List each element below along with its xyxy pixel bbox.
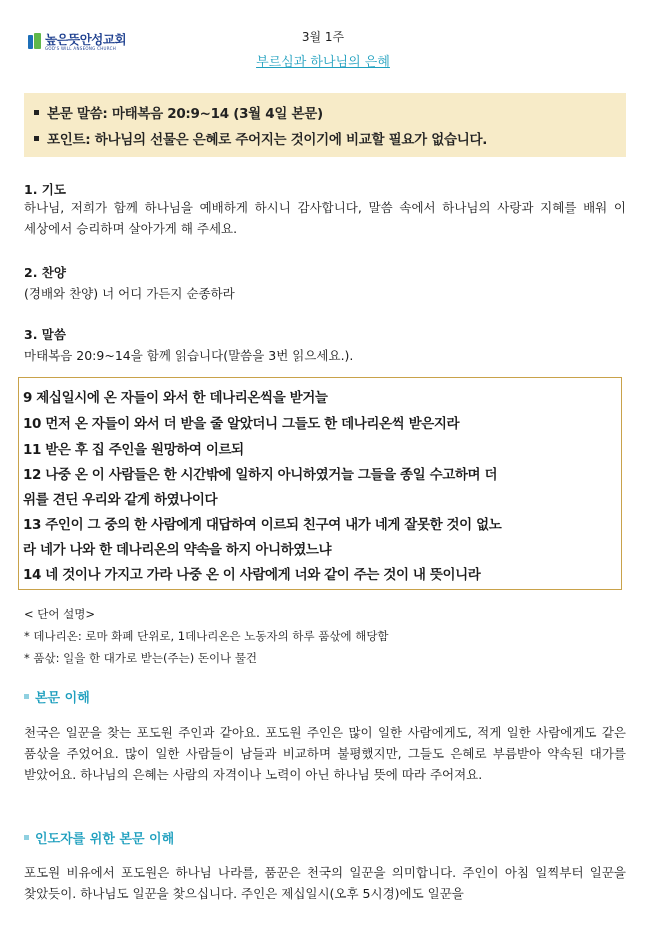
page-title: 부르심과 하나님의 은혜 <box>256 55 390 70</box>
week-label: 3월 1주 <box>301 30 345 44</box>
glossary-heading: < 단어 설명> <box>24 607 96 621</box>
logo-subtitle: GOD'S WILL ANSEONG CHURCH <box>45 46 117 51</box>
leader-body: 포도원 비유에서 포도원은 하나님 나라를, 품꾼은 천국의 일꾼을 의미합니다. 주인이 아침 일찍부터 일꾼을 찾았듯이. 하나님도 일꾼을 찾으십니다. 주인은 제십일시(오후 5시경)에도 일꾼을 <box>24 865 626 901</box>
scripture-line: 12 나중 온 이 사람들은 한 시간밖에 일하지 아니하였거늘 그들을 종일 수고하며 더 <box>23 467 498 483</box>
praise-heading: 2. 찬양 <box>24 265 66 280</box>
scripture-line: 9 제십일시에 온 자들이 와서 한 데나리온씩을 받거늘 <box>23 390 328 406</box>
bullet-icon <box>34 136 39 141</box>
scripture-line: 위를 견딘 우리와 같게 하였나이다 <box>23 492 218 508</box>
understanding-body: 천국은 일꾼을 찾는 포도원 주인과 같아요. 포도원 주인은 많이 일한 사람에게도, 적게 일한 사람에게도 같은 품삯을 주었어요. 많이 일한 사람들이 남들과 비교하며 불평했지만, 그들도 은혜로 부름받아 약속된 대가를 받았어요. 하나님의 은혜는 사람의 자격이나 노력이 아닌 하나님 뜻에 따라 주어져요. <box>24 725 626 782</box>
summary-point: 포인트: 하나님의 선물은 은혜로 주어지는 것이기에 비교할 필요가 없습니다. <box>34 128 487 148</box>
prayer-body: 하나님, 저희가 함께 하나님을 예배하게 하시니 감사합니다, 말씀 속에서 하나님의 사랑과 지혜를 배워 이 세상에서 승리하며 살아가게 해 주세요. <box>24 200 626 236</box>
prayer-heading: 1. 기도 <box>24 182 66 197</box>
summary-box <box>24 93 626 157</box>
square-bullet-icon <box>24 694 29 699</box>
scripture-line: 14 네 것이나 가지고 가라 나중 온 이 사람에게 너와 같이 주는 것이 내 뜻이니라 <box>23 567 481 583</box>
scripture-line: 10 먼저 온 자들이 와서 더 받을 줄 알았더니 그들도 한 데나리온씩 받은지라 <box>23 416 460 432</box>
understanding-heading: 본문 이해 <box>24 687 90 706</box>
logo-name: 높은뜻안성교회 <box>45 32 127 47</box>
word-body: 마태복음 20:9~14을 함께 읽습니다(말씀을 3번 읽으세요.). <box>24 348 354 363</box>
scripture-line: 라 네가 나와 한 데나리온의 약속을 하지 아니하였느냐 <box>23 542 332 558</box>
glossary-item: * 데나리온: 로마 화폐 단위로, 1데나리온은 노동자의 하루 품삯에 해당함 <box>24 629 389 643</box>
word-heading: 3. 말씀 <box>24 327 66 342</box>
praise-body: (경배와 찬양) 너 어디 가든지 순종하라 <box>24 286 235 301</box>
summary-passage: 본문 말씀: 마태복음 20:9~14 (3월 4일 본문) <box>34 102 323 122</box>
scripture-line: 13 주인이 그 중의 한 사람에게 대답하여 이르되 친구여 내가 네게 잘못한 것이 없노 <box>23 517 502 533</box>
scripture-box <box>18 377 622 590</box>
bullet-icon <box>34 110 39 115</box>
leader-heading: 인도자를 위한 본문 이해 <box>24 828 174 847</box>
square-bullet-icon <box>24 835 29 840</box>
glossary-item: * 품삯: 일을 한 대가로 받는(주는) 돈이나 물건 <box>24 651 258 665</box>
scripture-line: 11 받은 후 집 주인을 원망하여 이르되 <box>23 442 244 458</box>
